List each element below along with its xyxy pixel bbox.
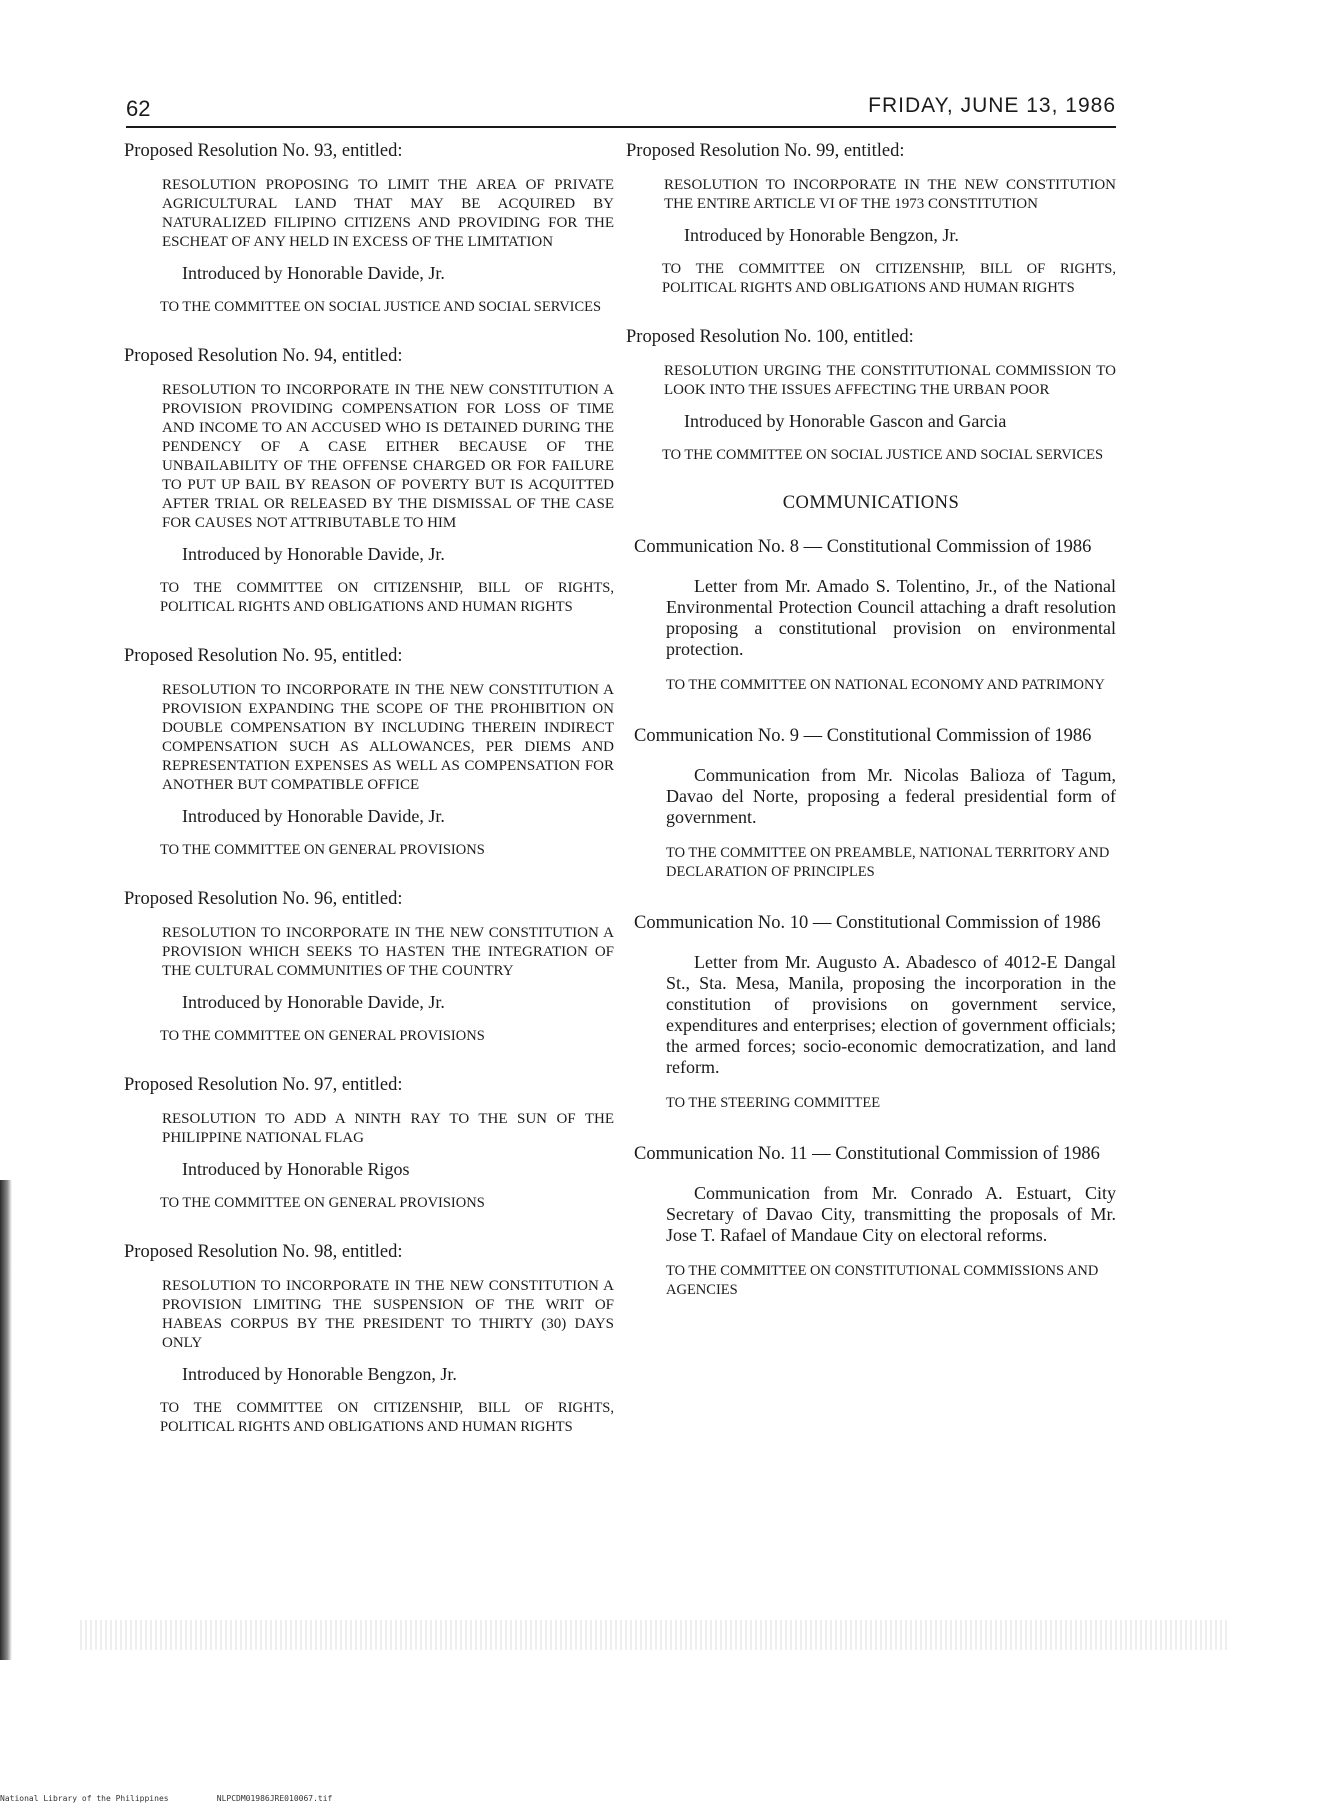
communication-body: Letter from Mr. Augusto A. Abadesco of 4012-E Dangal St., Sta. Mesa, Manila, proposing the incorporation in the constitution of provisions on government service, expenditures and enterprises; election of government officials; the armed forces; socio-economic democratization, and land reform. (666, 952, 1116, 1077)
left-column (124, 140, 614, 1465)
resolution-author: Introduced by Honorable Davide, Jr. (182, 544, 445, 564)
resolution-heading: Proposed Resolution No. 96, entitled: (124, 889, 403, 909)
resolution-95 (124, 645, 614, 860)
communication-heading: Communication No. 11 — Constitutional Commission of 1986 (634, 1144, 1100, 1164)
page-date: FRIDAY, JUNE 13, 1986 (868, 94, 1116, 117)
communication-referral: TO THE COMMITTEE ON CONSTITUTIONAL COMMISSIONS AND AGENCIES (666, 1263, 1099, 1298)
resolution-author: Introduced by Honorable Bengzon, Jr. (182, 1364, 457, 1384)
resolution-referral: TO THE COMMITTEE ON GENERAL PROVISIONS (160, 1028, 485, 1044)
resolution-referral: TO THE COMMITTEE ON CITIZENSHIP, BILL OF RIGHTS, POLITICAL RIGHTS AND OBLIGATIONS AND HUMAN RIGHTS (160, 580, 614, 615)
communication-heading: Communication No. 8 — Constitutional Commission of 1986 (634, 537, 1092, 557)
resolution-author: Introduced by Honorable Bengzon, Jr. (684, 225, 959, 245)
resolution-heading: Proposed Resolution No. 94, entitled: (124, 346, 403, 366)
scan-footer (0, 1794, 332, 1803)
resolution-100 (626, 326, 1116, 465)
resolution-title: RESOLUTION TO INCORPORATE IN THE NEW CONSTITUTION A PROVISION LIMITING THE SUSPENSION OF THE WRIT OF HABEAS CORPUS BY THE PRESIDENT TO THIRTY (30) DAYS ONLY (162, 1278, 614, 1351)
communication-8 (626, 536, 1116, 695)
resolution-referral: TO THE COMMITTEE ON GENERAL PROVISIONS (160, 1195, 485, 1211)
resolution-title: RESOLUTION TO INCORPORATE IN THE NEW CONSTITUTION A PROVISION WHICH SEEKS TO HASTEN THE INTEGRATION OF THE CULTURAL COMMUNITIES OF THE COUNTRY (162, 925, 614, 979)
scan-library-label: National Library of the Philippines (0, 1794, 169, 1803)
resolution-93 (124, 140, 614, 317)
communication-9 (626, 725, 1116, 882)
resolution-heading: Proposed Resolution No. 99, entitled: (626, 141, 905, 161)
scan-file-name: NLPCDM01986JRE010067.tif (216, 1794, 333, 1803)
resolution-94 (124, 345, 614, 617)
right-column (626, 140, 1116, 1330)
communication-body: Letter from Mr. Amado S. Tolentino, Jr., of the National Environmental Protection Council attaching a draft resolution proposing a constitutional provision on environmental protection. (666, 576, 1116, 659)
communication-11 (626, 1143, 1116, 1300)
resolution-title: RESOLUTION TO ADD A NINTH RAY TO THE SUN OF THE PHILIPPINE NATIONAL FLAG (162, 1111, 614, 1146)
resolution-96 (124, 888, 614, 1046)
scan-binding-shadow (0, 1180, 12, 1660)
resolution-referral: TO THE COMMITTEE ON SOCIAL JUSTICE AND SOCIAL SERVICES (160, 299, 602, 315)
communication-body: Communication from Mr. Conrado A. Estuart, City Secretary of Davao City, transmitting the proposals of Mr. Jose T. Rafael of Mandaue City on electoral reforms. (666, 1183, 1116, 1245)
resolution-referral: TO THE COMMITTEE ON GENERAL PROVISIONS (160, 842, 485, 858)
resolution-97 (124, 1074, 614, 1213)
resolution-98 (124, 1241, 614, 1437)
resolution-heading: Proposed Resolution No. 97, entitled: (124, 1075, 403, 1095)
communication-heading: Communication No. 9 — Constitutional Commission of 1986 (634, 726, 1092, 746)
communication-heading: Communication No. 10 — Constitutional Commission of 1986 (634, 913, 1101, 933)
resolution-title: RESOLUTION URGING THE CONSTITUTIONAL COMMISSION TO LOOK INTO THE ISSUES AFFECTING THE URBAN POOR (664, 363, 1116, 398)
page-number: 62 (126, 96, 151, 121)
page-header (126, 92, 1116, 128)
resolution-heading: Proposed Resolution No. 100, entitled: (626, 327, 914, 347)
resolution-author: Introduced by Honorable Gascon and Garcia (684, 411, 1007, 431)
communication-referral: TO THE COMMITTEE ON NATIONAL ECONOMY AND PATRIMONY (666, 677, 1105, 693)
resolution-referral: TO THE COMMITTEE ON CITIZENSHIP, BILL OF RIGHTS, POLITICAL RIGHTS AND OBLIGATIONS AND HUMAN RIGHTS (662, 261, 1116, 296)
resolution-title: RESOLUTION TO INCORPORATE IN THE NEW CONSTITUTION A PROVISION PROVIDING COMPENSATION FOR LOSS OF TIME AND INCOME TO AN ACCUSED WHO IS DETAINED DURING THE PENDENCY OF A CASE EITHER BECAUSE OF THE UNBAILABILITY OF THE OFFENSE CHARGED OR FOR FAILURE TO PUT UP BAIL BY REASON OF POVERTY BUT IS ACQUITTED AFTER TRIAL OR RELEASED BY THE DISMISSAL OF THE CASE FOR CAUSES NOT ATTRIBUTABLE TO HIM (162, 382, 614, 531)
resolution-title: RESOLUTION PROPOSING TO LIMIT THE AREA OF PRIVATE AGRICULTURAL LAND THAT MAY BE ACQUIRED BY NATURALIZED FILIPINO CITIZENS AND PROVIDING FOR THE ESCHEAT OF ANY HELD IN EXCESS OF THE LIMITATION (162, 177, 614, 250)
communication-10 (626, 912, 1116, 1113)
resolution-heading: Proposed Resolution No. 95, entitled: (124, 646, 403, 666)
communication-referral: TO THE STEERING COMMITTEE (666, 1095, 881, 1111)
resolution-title: RESOLUTION TO INCORPORATE IN THE NEW CONSTITUTION A PROVISION EXPANDING THE SCOPE OF THE PROHIBITION ON DOUBLE COMPENSATION BY INCLUDING THEREIN INDIRECT COMPENSATION SUCH AS ALLOWANCES, PER DIEMS AND REPRESENTATION EXPENSES AS WELL AS COMPENSATION FOR ANOTHER BUT COMPATIBLE OFFICE (162, 682, 614, 793)
resolution-title: RESOLUTION TO INCORPORATE IN THE NEW CONSTITUTION THE ENTIRE ARTICLE VI OF THE 1973 CONSTITUTION (664, 177, 1116, 212)
resolution-referral: TO THE COMMITTEE ON CITIZENSHIP, BILL OF RIGHTS, POLITICAL RIGHTS AND OBLIGATIONS AND HUMAN RIGHTS (160, 1400, 614, 1435)
communication-referral: TO THE COMMITTEE ON PREAMBLE, NATIONAL TERRITORY AND DECLARATION OF PRINCIPLES (666, 845, 1110, 880)
communication-body: Communication from Mr. Nicolas Balioza of Tagum, Davao del Norte, proposing a federal presidential form of government. (666, 765, 1116, 827)
resolution-author: Introduced by Honorable Davide, Jr. (182, 806, 445, 826)
resolution-heading: Proposed Resolution No. 93, entitled: (124, 141, 403, 161)
resolution-heading: Proposed Resolution No. 98, entitled: (124, 1242, 403, 1262)
resolution-author: Introduced by Honorable Davide, Jr. (182, 263, 445, 283)
resolution-author: Introduced by Honorable Davide, Jr. (182, 992, 445, 1012)
resolution-author: Introduced by Honorable Rigos (182, 1159, 410, 1179)
scan-noise-strip (80, 1620, 1230, 1650)
resolution-99 (626, 140, 1116, 298)
communications-title: COMMUNICATIONS (782, 493, 960, 513)
resolution-referral: TO THE COMMITTEE ON SOCIAL JUSTICE AND SOCIAL SERVICES (662, 447, 1104, 463)
